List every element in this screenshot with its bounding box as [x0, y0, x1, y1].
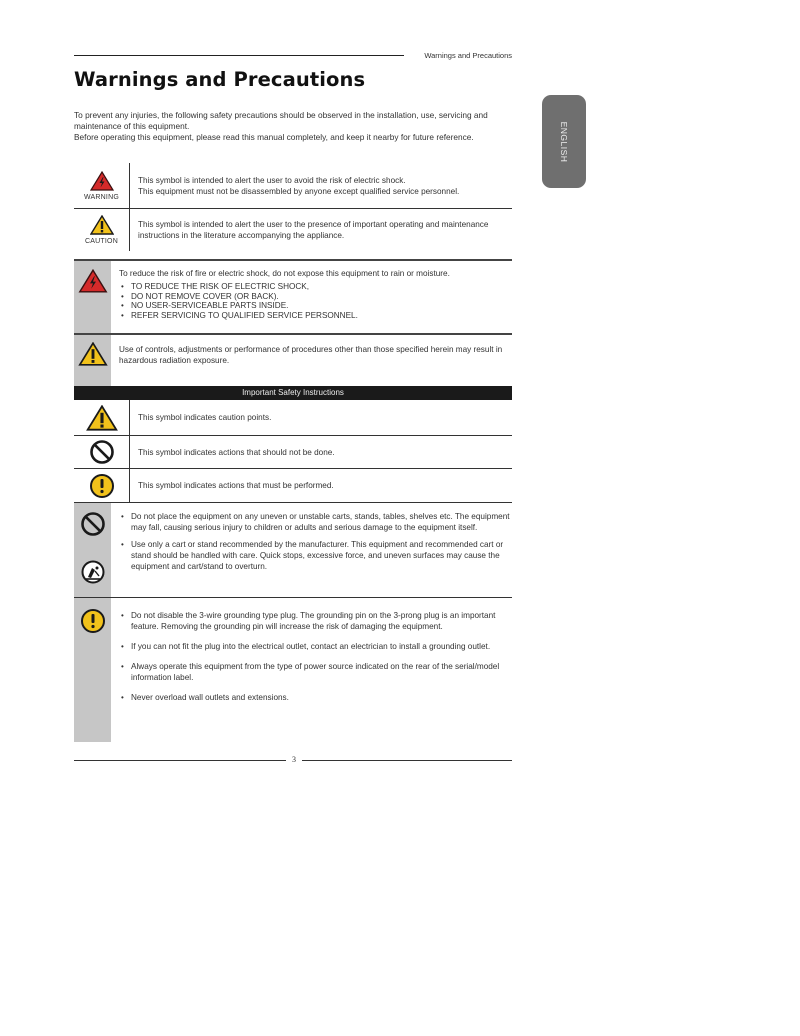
language-tab	[542, 95, 586, 188]
cart-block-content	[111, 503, 512, 598]
intro-line-1: To prevent any injuries, the following safety precautions should be observed in the installation, use, servicing and maintenance of this equipment.	[74, 110, 488, 131]
prohibited-icon	[89, 439, 115, 465]
instruction-icon-cell	[74, 469, 130, 502]
gray-icon-column	[74, 503, 111, 598]
list-item: • Always operate this equipment from the type of power source indicated on the rear of the serial/model information label.	[119, 661, 512, 683]
page-number: 3	[292, 755, 296, 764]
cart-bullet-list	[119, 511, 512, 572]
gray-icon-column	[74, 261, 111, 333]
list-item: • NO USER-SERVICEABLE PARTS INSIDE.	[119, 301, 512, 311]
safety-instructions-bar: Important Safety Instructions	[74, 386, 512, 400]
grounding-bullet-list	[119, 610, 512, 703]
instruction-row-caution	[74, 400, 512, 436]
radiation-text: Use of controls, adjustments or performance of procedures other than those specified herein may result in hazardous radiation exposure.	[119, 345, 503, 365]
instruction-text: This symbol indicates caution points.	[138, 413, 272, 422]
shock-bullet-list	[119, 282, 512, 321]
grounding-block	[74, 597, 512, 742]
footer-rule-left	[74, 760, 286, 761]
electric-shock-warning-icon	[78, 269, 108, 293]
intro-paragraph	[74, 110, 514, 143]
gray-icon-column	[74, 335, 111, 386]
instruction-icon-cell	[74, 436, 130, 468]
instruction-row-prohibited	[74, 436, 512, 469]
warning-label: WARNING	[84, 193, 119, 201]
legend-icon-cell	[74, 209, 130, 251]
caution-label: CAUTION	[85, 238, 118, 245]
mandatory-action-icon	[80, 608, 106, 634]
instruction-row-mandatory	[74, 469, 512, 502]
intro-line-2: Before operating this equipment, please read this manual completely, and keep it nearby for future reference.	[74, 132, 474, 142]
list-item: • Use only a cart or stand recommended by the manufacturer. This equipment and recommended cart or stand should be handled with care. Quick stops, excessive force, and uneven surfaces may cause the equipment and cart/stand to overturn.	[119, 539, 512, 572]
language-tab-label: ENGLISH	[559, 121, 569, 162]
list-item: • Do not place the equipment on any uneven or unstable carts, stands, tables, shelves etc. The equipment may fall, causing serious injury to children or adults and serious damage to the equipment itself.	[119, 511, 512, 533]
header-rule	[74, 55, 404, 56]
list-item: • REFER SERVICING TO QUALIFIED SERVICE PERSONNEL.	[119, 311, 512, 321]
cart-tip-over-icon	[80, 559, 106, 585]
list-item: • Do not disable the 3-wire grounding type plug. The grounding pin on the 3-prong plug is an important feature. Removing the grounding pin will increase the risk of damaging the equipment.	[119, 610, 512, 632]
legend-icon-cell	[74, 163, 130, 208]
prohibited-icon	[80, 511, 106, 537]
list-item: • If you can not fit the plug into the electrical outlet, contact an electrician to install a grounding outlet.	[119, 641, 512, 652]
mandatory-action-icon	[89, 473, 115, 499]
instruction-text: This symbol indicates actions that must be performed.	[138, 481, 334, 490]
gray-icon-column	[74, 598, 111, 742]
caution-triangle-icon	[86, 405, 118, 431]
legend-row-warning	[74, 163, 512, 209]
symbol-legend-table	[74, 163, 512, 251]
legend-text: This symbol is intended to alert the user to the presence of important operating and maintenance instructions in the literature accompanying the appliance.	[138, 220, 489, 240]
electric-shock-block	[74, 259, 512, 333]
page-title: Warnings and Precautions	[74, 68, 366, 91]
legend-text-line: This equipment must not be disassembled by anyone except qualified service personnel.	[138, 186, 460, 196]
list-item: • DO NOT REMOVE COVER (OR BACK).	[119, 292, 512, 302]
instruction-symbols-table	[74, 400, 512, 503]
instruction-text: This symbol indicates actions that should not be done.	[138, 447, 335, 457]
electric-shock-warning-icon	[90, 171, 114, 191]
shock-block-content	[111, 261, 512, 333]
cart-stand-block	[74, 503, 512, 598]
caution-triangle-icon	[78, 342, 108, 366]
list-item: • Never overload wall outlets and extensions.	[119, 692, 512, 703]
instruction-icon-cell	[74, 400, 130, 435]
running-head: Warnings and Precautions	[424, 51, 512, 60]
legend-text	[130, 175, 512, 197]
list-item: • TO REDUCE THE RISK OF ELECTRIC SHOCK,	[119, 282, 512, 292]
legend-text-line: This symbol is intended to alert the user to avoid the risk of electric shock.	[138, 175, 406, 185]
footer-rule-right	[302, 760, 512, 761]
legend-row-caution	[74, 209, 512, 251]
shock-lead-text: To reduce the risk of fire or electric shock, do not expose this equipment to rain or moisture.	[119, 269, 450, 278]
radiation-block	[74, 333, 512, 386]
grounding-block-content	[111, 598, 512, 742]
caution-triangle-icon	[90, 215, 114, 235]
